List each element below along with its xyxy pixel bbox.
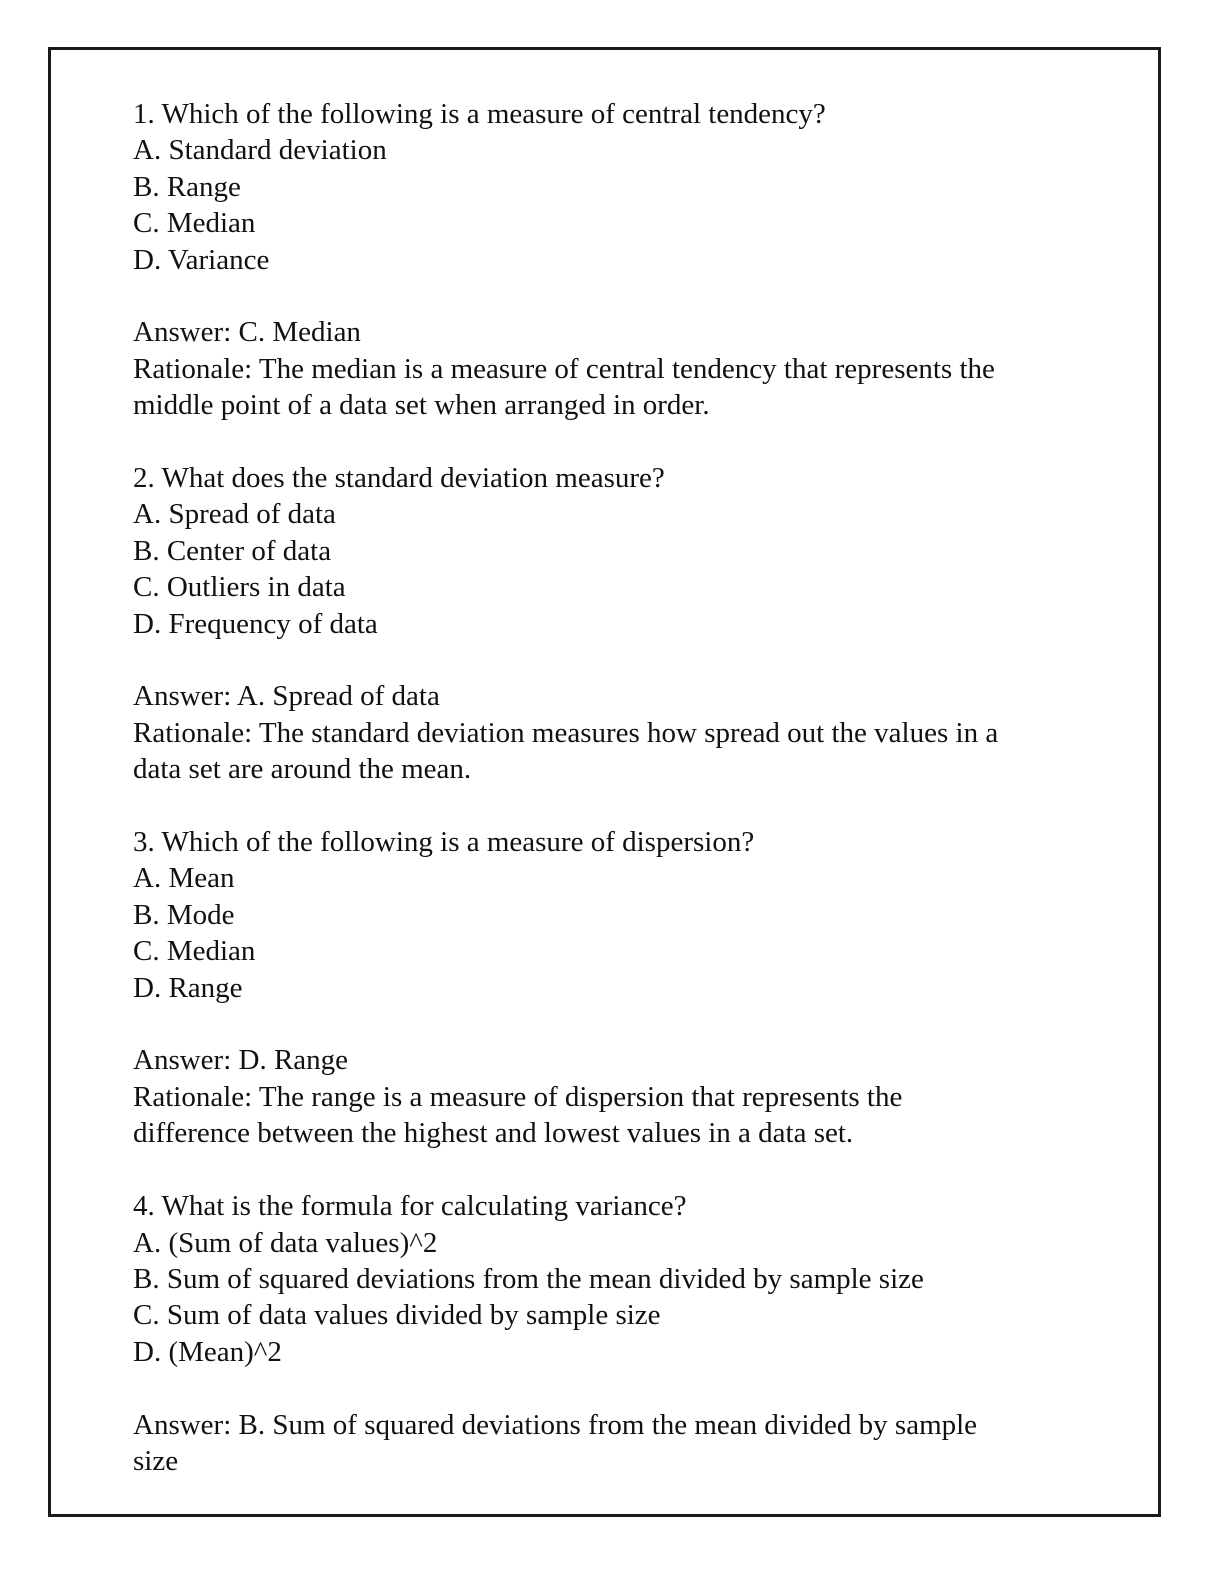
rationale-text-line-1: Rationale: The range is a measure of dispersion that represents the [133, 1080, 903, 1113]
spacer [133, 424, 1093, 460]
question-block-2 [133, 460, 1093, 642]
option-b: B. Mode [133, 898, 235, 931]
option-b: B. Center of data [133, 534, 332, 567]
rationale-text-line-2: data set are around the mean. [133, 753, 472, 786]
answer-text: Answer: C. Median [133, 316, 361, 349]
spacer [133, 1006, 1093, 1042]
option-d: D. Range [133, 971, 243, 1004]
option-c: C. Outliers in data [133, 571, 346, 604]
option-a: A. Spread of data [133, 498, 336, 531]
answer-block-2 [133, 678, 1093, 787]
spacer [133, 1370, 1093, 1406]
question-block-3 [133, 824, 1093, 1006]
option-c: C. Median [133, 207, 256, 240]
question-text: 1. Which of the following is a measure of central tendency? [133, 98, 826, 130]
option-a: A. (Sum of data values)^2 [133, 1226, 438, 1259]
answer-text: Answer: A. Spread of data [133, 680, 440, 713]
option-d: D. (Mean)^2 [133, 1335, 282, 1368]
question-block-1 [133, 96, 1093, 278]
option-b: B. Range [133, 170, 241, 203]
spacer [133, 788, 1093, 824]
option-c: C. Sum of data values divided by sample size [133, 1299, 661, 1332]
rationale-text-line-2: middle point of a data set when arranged in order. [133, 389, 710, 422]
answer-text: Answer: D. Range [133, 1044, 349, 1077]
spacer [133, 642, 1093, 678]
rationale-text-line-1: Rationale: The median is a measure of central tendency that represents the [133, 352, 995, 385]
spacer [133, 1152, 1093, 1188]
document-body [133, 96, 1093, 1479]
answer-block-3 [133, 1042, 1093, 1151]
spacer [133, 278, 1093, 314]
option-d: D. Variance [133, 243, 270, 276]
question-text: 4. What is the formula for calculating variance? [133, 1190, 687, 1223]
answer-block-4 [133, 1407, 1093, 1480]
answer-text-line-2: size [133, 1444, 179, 1477]
option-c: C. Median [133, 935, 256, 968]
option-d: D. Frequency of data [133, 607, 378, 640]
answer-block-1 [133, 314, 1093, 423]
option-a: A. Mean [133, 862, 235, 895]
answer-text-line-1: Answer: B. Sum of squared deviations from the mean divided by sample [133, 1408, 978, 1441]
option-a: A. Standard deviation [133, 134, 387, 167]
question-block-4 [133, 1188, 1093, 1370]
question-text: 2. What does the standard deviation measure? [133, 462, 665, 495]
option-b: B. Sum of squared deviations from the mean divided by sample size [133, 1262, 924, 1295]
rationale-text-line-1: Rationale: The standard deviation measures how spread out the values in a [133, 716, 999, 749]
rationale-text-line-2: difference between the highest and lowest values in a data set. [133, 1117, 854, 1150]
question-text: 3. Which of the following is a measure of dispersion? [133, 826, 755, 859]
